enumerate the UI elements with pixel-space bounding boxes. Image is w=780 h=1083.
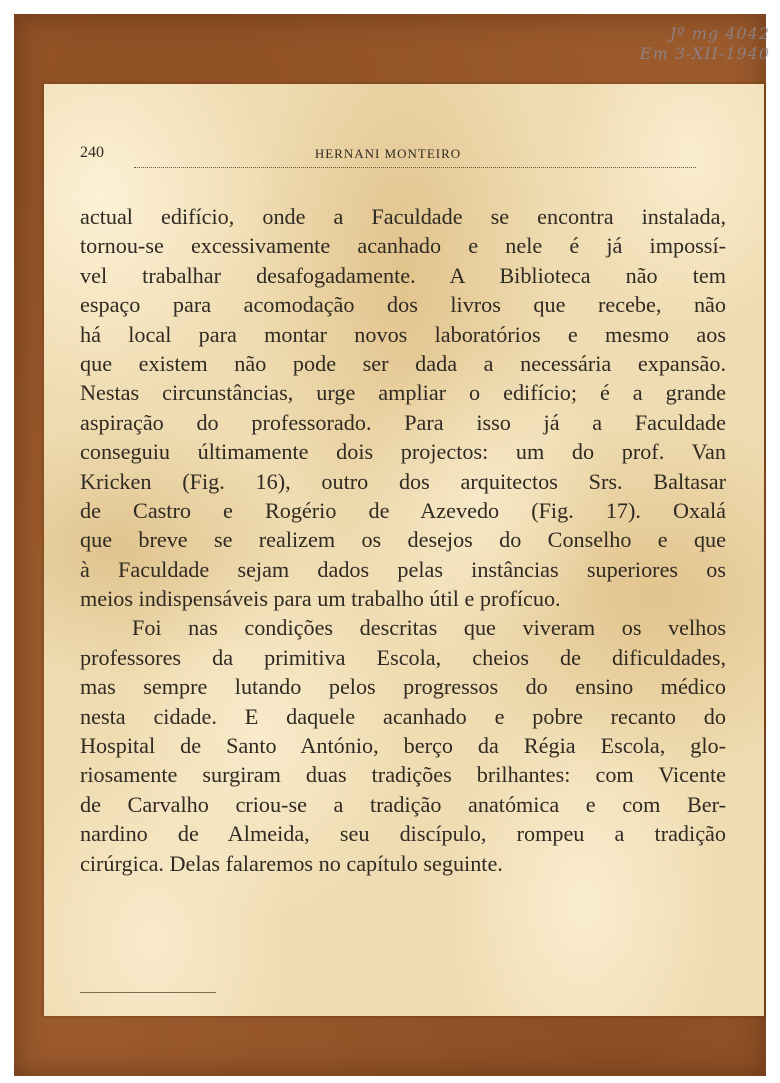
running-title: HERNANI MONTEIRO (314, 146, 462, 161)
text-line: à Faculdade sejam dados pelas instâncias superiores os (80, 556, 726, 582)
handwritten-note-line: Em 3-XII-1940 (639, 44, 770, 63)
text-line: nesta cidade. E daquele acanhado e pobre recanto do (80, 703, 726, 729)
text-line: tornou-se excessivamente acanhado e nele é já impossí- (80, 233, 726, 259)
text-line: há local para montar novos laboratórios e mesmo aos (80, 321, 726, 347)
body-text (80, 202, 726, 878)
text-line: aspiração do professorado. Para isso já a Faculdade (80, 409, 726, 435)
text-line: espaço para acomodação dos livros que recebe, não (80, 292, 726, 318)
text-line: mas sempre lutando pelos progressos do ensino médico (80, 674, 726, 700)
text-line: Hospital de Santo António, berço da Régia Escola, glo- (80, 733, 726, 759)
page-number: 240 (80, 144, 104, 161)
book-page (44, 84, 764, 1016)
text-line: nardino de Almeida, seu discípulo, rompeu a tradição (80, 821, 726, 847)
text-line: riosamente surgiram duas tradições brilhantes: com Vicente (80, 762, 726, 788)
text-line: que breve se realizem os desejos do Conselho e que (80, 527, 726, 553)
header-dotted-rule (134, 167, 696, 168)
text-line: vel trabalhar desafogadamente. A Biblioteca não tem (80, 262, 726, 288)
paragraph-first-line: Foi nas condições descritas que viveram os velhos (132, 615, 726, 641)
text-line: actual edifício, onde a Faculdade se encontra instalada, (80, 204, 726, 229)
page-header (80, 144, 696, 174)
text-line: meios indispensáveis para um trabalho útil e profícuo. (80, 586, 561, 612)
handwritten-note-line: Jº mg 4042 (669, 24, 770, 43)
text-line: de Carvalho criou-se a tradição anatómica e com Ber- (80, 791, 726, 817)
text-line: cirúrgica. Delas falaremos no capítulo seguinte. (80, 850, 503, 876)
text-line: que existem não pode ser dada a necessária expansão. (80, 350, 726, 376)
text-line: professores da primitiva Escola, cheios de dificuldades, (80, 644, 726, 670)
text-line: conseguiu últimamente dois projectos: um do prof. Van (80, 439, 726, 465)
text-line: Nestas circunstâncias, urge ampliar o edifício; é a grande (80, 380, 726, 406)
text-line: Kricken (Fig. 16), outro dos arquitectos Srs. Baltasar (80, 468, 726, 494)
footer-rule (80, 992, 216, 993)
handwritten-catalog-note (550, 24, 770, 70)
mounting-board (14, 14, 770, 1076)
text-line: de Castro e Rogério de Azevedo (Fig. 17). Oxalá (80, 497, 726, 523)
